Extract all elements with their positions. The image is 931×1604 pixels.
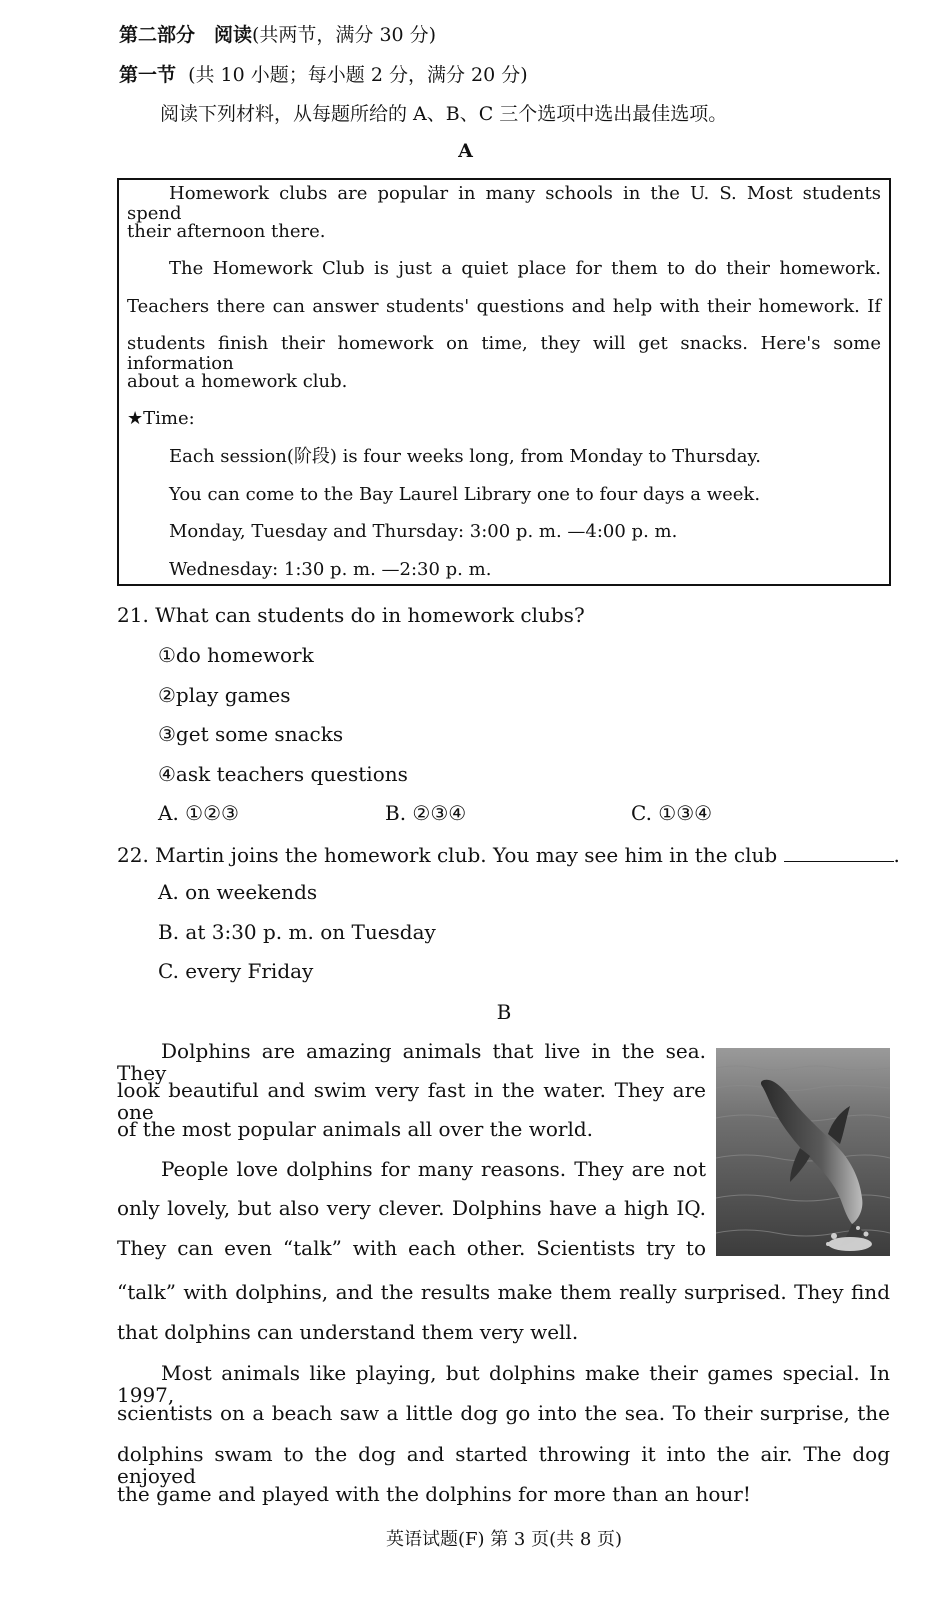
dolphin-photo xyxy=(716,1048,890,1256)
passage-b-line: dolphins swam to the dog and started throwing it into the air. The dog enjoyed xyxy=(117,1442,890,1488)
passage-a-line: Monday, Tuesday and Thursday: 3:00 p. m. —4:00 p. m. xyxy=(169,521,678,542)
passage-a-line: students finish their homework on time, they will get snacks. Here's some information xyxy=(127,333,881,374)
passage-b-line: Dolphins are amazing animals that live in the sea. They xyxy=(117,1039,706,1085)
question-21-item: ③get some snacks xyxy=(158,722,344,746)
question-21-stem: 21. What can students do in homework clubs? xyxy=(117,603,585,627)
passage-a-line: Homework clubs are popular in many schools in the U. S. Most students spend xyxy=(127,183,881,224)
question-21-item: ④ask teachers questions xyxy=(158,762,408,786)
passage-b-label: B xyxy=(496,1000,512,1024)
passage-a-line: Each session(阶段) is four weeks long, from Monday to Thursday. xyxy=(169,446,761,467)
question-22-text: 22. Martin joins the homework club. You may see him in the club xyxy=(117,843,778,867)
question-22-stem xyxy=(117,841,900,867)
passage-b-line: People love dolphins for many reasons. They are not xyxy=(161,1157,706,1181)
passage-a-line: Teachers there can answer students' questions and help with their homework. If xyxy=(127,296,881,317)
passage-a-line: Wednesday: 1:30 p. m. —2:30 p. m. xyxy=(169,559,492,580)
answer-blank[interactable] xyxy=(784,841,894,862)
passage-b-line: only lovely, but also very clever. Dolphins have a high IQ. xyxy=(117,1196,706,1220)
question-21-option-b[interactable]: B. ②③④ xyxy=(385,801,467,825)
question-21-option-a[interactable]: A. ①②③ xyxy=(158,801,239,825)
passage-a-line: You can come to the Bay Laurel Library one to four days a week. xyxy=(169,484,761,505)
question-21-item: ①do homework xyxy=(158,643,314,667)
question-21-option-c[interactable]: C. ①③④ xyxy=(631,801,713,825)
question-22-end: . xyxy=(893,843,900,867)
section-note: (共 10 小题；每小题 2 分，满分 20 分) xyxy=(188,64,528,86)
passage-b-line: look beautiful and swim very fast in the water. They are one xyxy=(117,1078,706,1124)
passage-b-line: the game and played with the dolphins for more than an hour! xyxy=(117,1482,751,1506)
passage-a-line: about a homework club. xyxy=(127,371,348,392)
question-22-option-a[interactable]: A. on weekends xyxy=(158,880,318,904)
question-21-item: ②play games xyxy=(158,683,291,707)
time-heading: ★Time: xyxy=(127,408,195,429)
question-22-option-b[interactable]: B. at 3:30 p. m. on Tuesday xyxy=(158,920,436,944)
part-heading xyxy=(119,20,436,47)
passage-b-line: scientists on a beach saw a little dog go into the sea. To their surprise, the xyxy=(117,1401,890,1425)
question-22-option-c[interactable]: C. every Friday xyxy=(158,959,314,983)
passage-b-line: They can even “talk” with each other. Scientists try to xyxy=(117,1236,706,1260)
page-footer: 英语试题(F) 第 3 页(共 8 页) xyxy=(385,1529,623,1550)
passage-b-line: “talk” with dolphins, and the results make them really surprised. They find xyxy=(117,1280,890,1304)
passage-b-line: that dolphins can understand them very well. xyxy=(117,1320,579,1344)
part-title: 第二部分 阅读 xyxy=(119,24,253,46)
part-note: (共两节，满分 30 分) xyxy=(252,24,437,46)
passage-a-line: their afternoon there. xyxy=(127,221,326,242)
passage-b-line: Most animals like playing, but dolphins make their games special. In 1997, xyxy=(117,1361,890,1407)
passage-a-line: The Homework Club is just a quiet place for them to do their homework. xyxy=(169,258,881,279)
section-title: 第一节 xyxy=(119,64,177,86)
instruction: 阅读下列材料，从每题所给的 A、B、C 三个选项中选出最佳选项。 xyxy=(160,103,728,125)
passage-b-line: of the most popular animals all over the world. xyxy=(117,1117,594,1141)
section-heading xyxy=(119,60,528,87)
passage-a-label: A xyxy=(458,140,473,162)
